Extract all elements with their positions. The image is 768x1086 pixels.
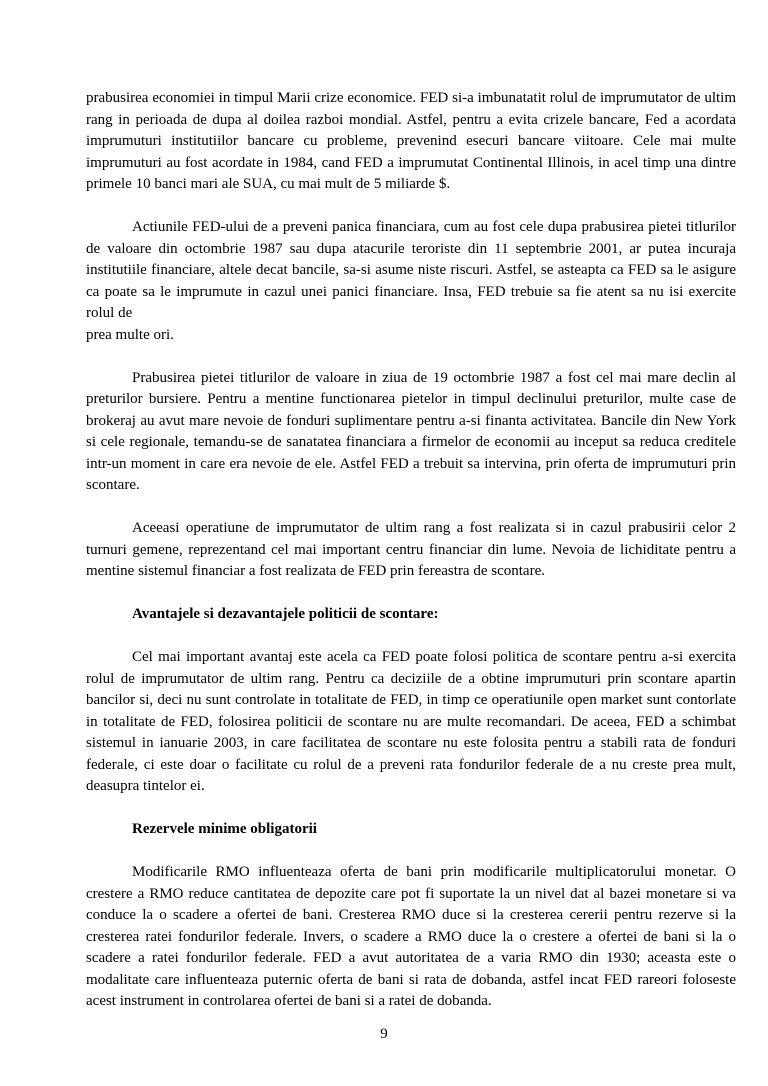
- section-heading-discount-policy: Avantajele si dezavantajele politicii de scontare:: [132, 606, 439, 622]
- section-heading-reserve-requirements: Rezervele minime obligatorii: [132, 821, 317, 837]
- paragraph-financial-panic: Actiunile FED-ului de a preveni panica financiara, cum au fost cele dupa prabusirea pietei titlurilor de valoare din octombrie 1987 sau dupa atacurile teroriste din 11 septembrie 2001, ar putea incuraja institutiile financiare, altele decat bancile, sa-si asume niste riscuri. Astfel, se asteapta ca FED sa le asigure ca poate sa le imprumute in cazul unei panici financiare. Insa, FED trebuie sa fie atent sa nu isi exercite rolul de: [86, 219, 736, 321]
- paragraph-market-crash-1987: Prabusirea pietei titlurilor de valoare in ziua de 19 octombrie 1987 a fost cel mai mare declin al preturilor bursiere. Pentru a mentine functionarea pietelor in timpul declinului preturilor, multe case de brokeraj au avut mare nevoie de fonduri suplimentare pentru a-si finanta activitatea. Bancile din New York si cele regionale, temandu-se de sanatatea financiara a firmelor de economii au inceput sa reduca creditele intr-un moment in care era nevoie de ele. Astfel FED a trebuit sa intervina, prin oferta de imprumuturi prin scontare.: [86, 369, 736, 493]
- paragraph-continuation: prabusirea economiei in timpul Marii crize economice. FED si-a imbunatatit rolul de imprumutator de ultim rang in perioada de dupa al doilea razboi mondial. Astfel, pentru a evita crizele bancare, Fed a acordata imprumuturi institutiilor bancare cu probleme, prevenind esecuri bancare viitoare. Cele mai multe imprumuturi au fost acordate in 1984, cand FED a imprumutat Continental Illinois, in acel timp una dintre primele 10 banci mari ale SUA, cu mai mult de 5 miliarde $.: [86, 90, 736, 192]
- paragraph-rmo: Modificarile RMO influenteaza oferta de bani prin modificarile multiplicatorului monetar. O crestere a RMO reduce cantitatea de depozite care pot fi suportate la un nivel dat al bazei monetare si va conduce la o scadere a ofertei de bani. Cresterea RMO duce si la cresterea cererii pentru rezerve si la cresterea ratei fondurilor federale. Invers, o scadere a RMO duce la o crestere a ofertei de bani si la o scadere a ratei fondurilor federale. FED a avut autoritatea de a varia RMO din 1930; aceasta este o modalitate care influenteaza puternic oferta de bani si rata de dobanda, astfel incat FED rareori foloseste acest instrument in controlarea ofertei de bani si a ratei de dobanda.: [86, 864, 736, 1009]
- paragraph-fragment: prea multe ori.: [86, 326, 174, 343]
- document-page: [86, 88, 736, 1013]
- page-number: 9: [380, 1026, 388, 1042]
- paragraph-twin-towers: Aceeasi operatiune de imprumutator de ultim rang a fost realizata si in cazul prabusirii celor 2 turnuri gemene, reprezentand cel mai important centru financiar din lume. Nevoia de lichiditate pentru a mentine sistemul financiar a fost realizata de FED prin fereastra de scontare.: [86, 520, 736, 579]
- paragraph-discount-advantages: Cel mai important avantaj este acela ca FED poate folosi politica de scontare pentru a-si exercita rolul de imprumutator de ultim rang. Pentru ca deciziile de a obtine imprumuturi prin scontare apartin bancilor si, deci nu sunt controlate in totalitate de FED, in timp ce operatiunile open market sunt contorlate in totalitate de FED, folosirea politicii de scontare nu are multe recomandari. De aceea, FED a schimbat sistemul in ianuarie 2003, in care facilitatea de scontare nu este folosita pentru a stabili rata de fonduri federale, ci este doar o facilitate cu rolul de a preveni rata fondurilor federale de a nu creste prea mult, deasupra tintelor ei.: [86, 649, 736, 794]
